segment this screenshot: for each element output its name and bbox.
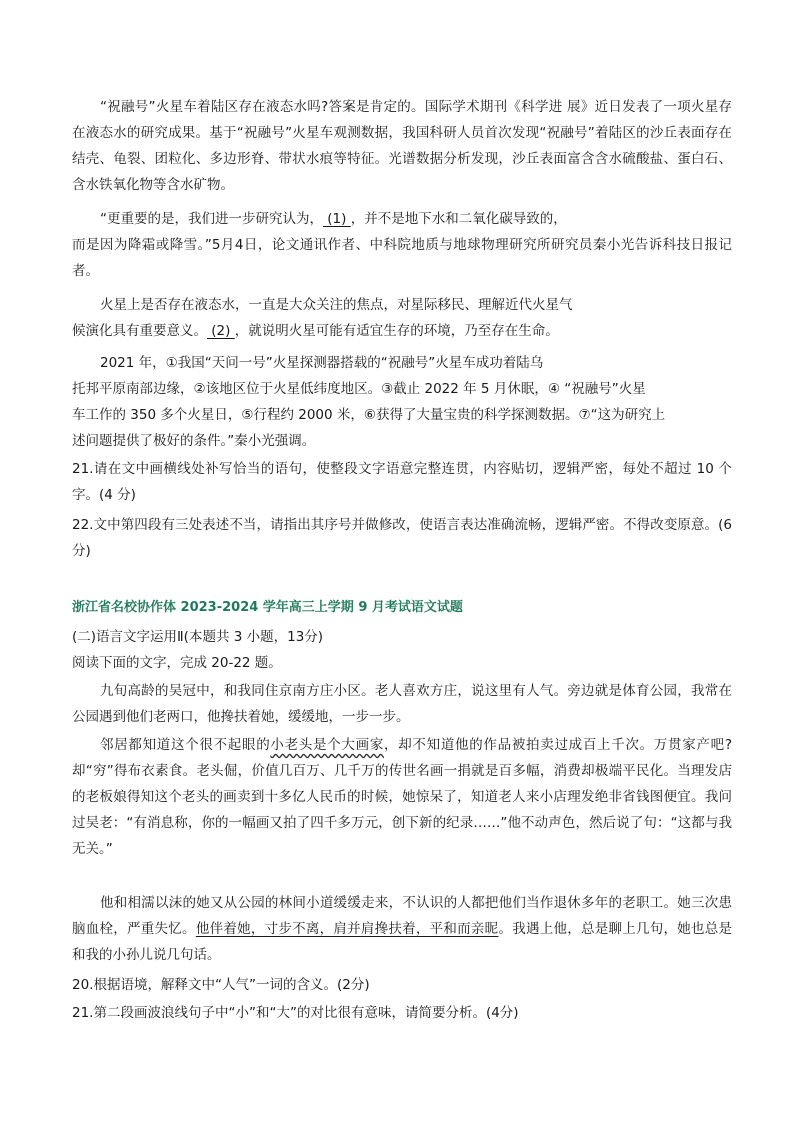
passage2-paragraph-2 (72, 732, 732, 862)
text-segment: 邻居都知道这个很不起眼的 (100, 737, 271, 753)
passage2-paragraph-1: 九旬高龄的吴冠中，和我同住京南方庄小区。老人喜欢方庄，说这里有人气。旁边就是体育公园，我常在公园遇到他们老两口，他搀扶着她，缓缓地，一步一步。 (72, 683, 732, 725)
question-22-passage1: 22.文中第四段有三处表述不当，请指出其序号并做修改，使语言表达准确流畅，逻辑严密。不得改变原意。(6 分) (72, 517, 732, 559)
passage2-paragraph-3 (72, 890, 732, 968)
text-segment: 。我遇上他，总是聊上几句，她也总是和我的小孙儿说几句话。 (72, 921, 733, 963)
passage1-paragraph-4-line-2: 托邦平原南部边缘，②该地区位于火星低纬度地区。③截止 2022 年 5 月休眠，④ “祝融号”火星 (72, 381, 646, 397)
exam-source-title: 浙江省名校协作体 2023-2024 学年高三上学期 9 月考试语文试题 (72, 600, 463, 615)
passage1-paragraph-1: “祝融号”火星车着陆区存在液态水吗?答案是肯定的。国际学术期刊《科学进 展》近日发表了一项火星存在液态水的研究成果。基于“祝融号”火星车观测数据，我国科研人员首次发现“祝融号”着陆区的沙丘表面存在结壳、龟裂、团粒化、多边形脊、带状水痕等特征。光谱数据分析发现，沙丘表面富含含水硫酸盐、蛋白石、含水铁氧化物等含水矿物。 (72, 99, 732, 193)
blank-1: (1) (323, 211, 351, 227)
question-21-passage2: 21.第二段画波浪线句子中“小”和“大”的对比很有意味，请简要分析。(4分) (72, 1005, 519, 1021)
passage1-paragraph-3-line-2 (72, 318, 559, 344)
text-segment: 他和相濡以沫的她又从公园的林间小道缓缓走来，不认识的人都把他们当作退休多年的老职工。她三次患脑血栓，严重失忆。 (72, 895, 732, 937)
passage1-paragraph-4-line-4: 述问题提供了极好的条件。”秦小光强调。 (72, 433, 316, 449)
passage1-paragraph-2-line-1 (100, 206, 567, 232)
blank-2: (2) (207, 323, 235, 339)
passage1-paragraph-4-line-3: 车工作的 350 多个火星日，⑤行程约 2000 米，⑥获得了大量宝贵的科学探测数据。⑦“这为研究上 (72, 407, 666, 423)
wavy-underlined-sentence: 小老头是个大画家 (270, 737, 385, 753)
passage1-paragraph-4-line-1: 2021 年，①我国“天问一号”火星探测器搭载的“祝融号”火星车成功着陆乌 (100, 355, 544, 371)
passage1-paragraph-3-line-1: 火星上是否存在液态水，一直是大众关注的焦点，对星际移民、理解近代火星气 (100, 297, 573, 313)
text-segment: 候演化具有重要意义。 (72, 323, 207, 339)
reading-instruction: 阅读下面的文字，完成 20-22 题。 (72, 655, 282, 671)
question-20: 20.根据语境，解释文中“人气”一词的含义。(2分) (72, 977, 370, 993)
text-segment: ，却不知道他的作品被拍卖过成百上千次。万贯家产吧?却“穷”得布衣素食。老头倔，价值几百万、几千万的传世名画一捐就是百多幅，消费却极端平民化。当理发店的老板娘得知这个老头的画卖到十多亿人民币的时候，她惊呆了，知道老人来小店理发绝非省钱图便宜。我问过吴老：“有消息称，你的一幅画又拍了四千多万元，创下新的纪录……”他不动声色，然后说了句：“这都与我无关。” (72, 737, 733, 857)
passage1-paragraph-2-rest: 而是因为降霜或降雪。”5月4日，论文通讯作者、中科院地质与地球物理研究所研究员秦小光告诉科技日报记者。 (72, 237, 732, 279)
section-heading: (二)语言文字运用Ⅱ(本题共 3 小题，13分) (72, 629, 324, 645)
text-segment: ，就说明火星可能有适宜生存的环境，乃至存在生命。 (234, 323, 559, 339)
text-segment: ，并不是地下水和二氧化碳导致的， (350, 211, 567, 227)
question-21-passage1: 21.请在文中画横线处补写恰当的语句，使整段文字语意完整连贯，内容贴切，逻辑严密，每处不超过 10 个字。(4 分) (72, 461, 732, 503)
text-segment: “更重要的是，我们进一步研究认为， (100, 211, 323, 227)
underlined-sentence: 他伴着她，寸步不离，肩并肩搀扶着，平和而亲昵 (195, 921, 499, 937)
